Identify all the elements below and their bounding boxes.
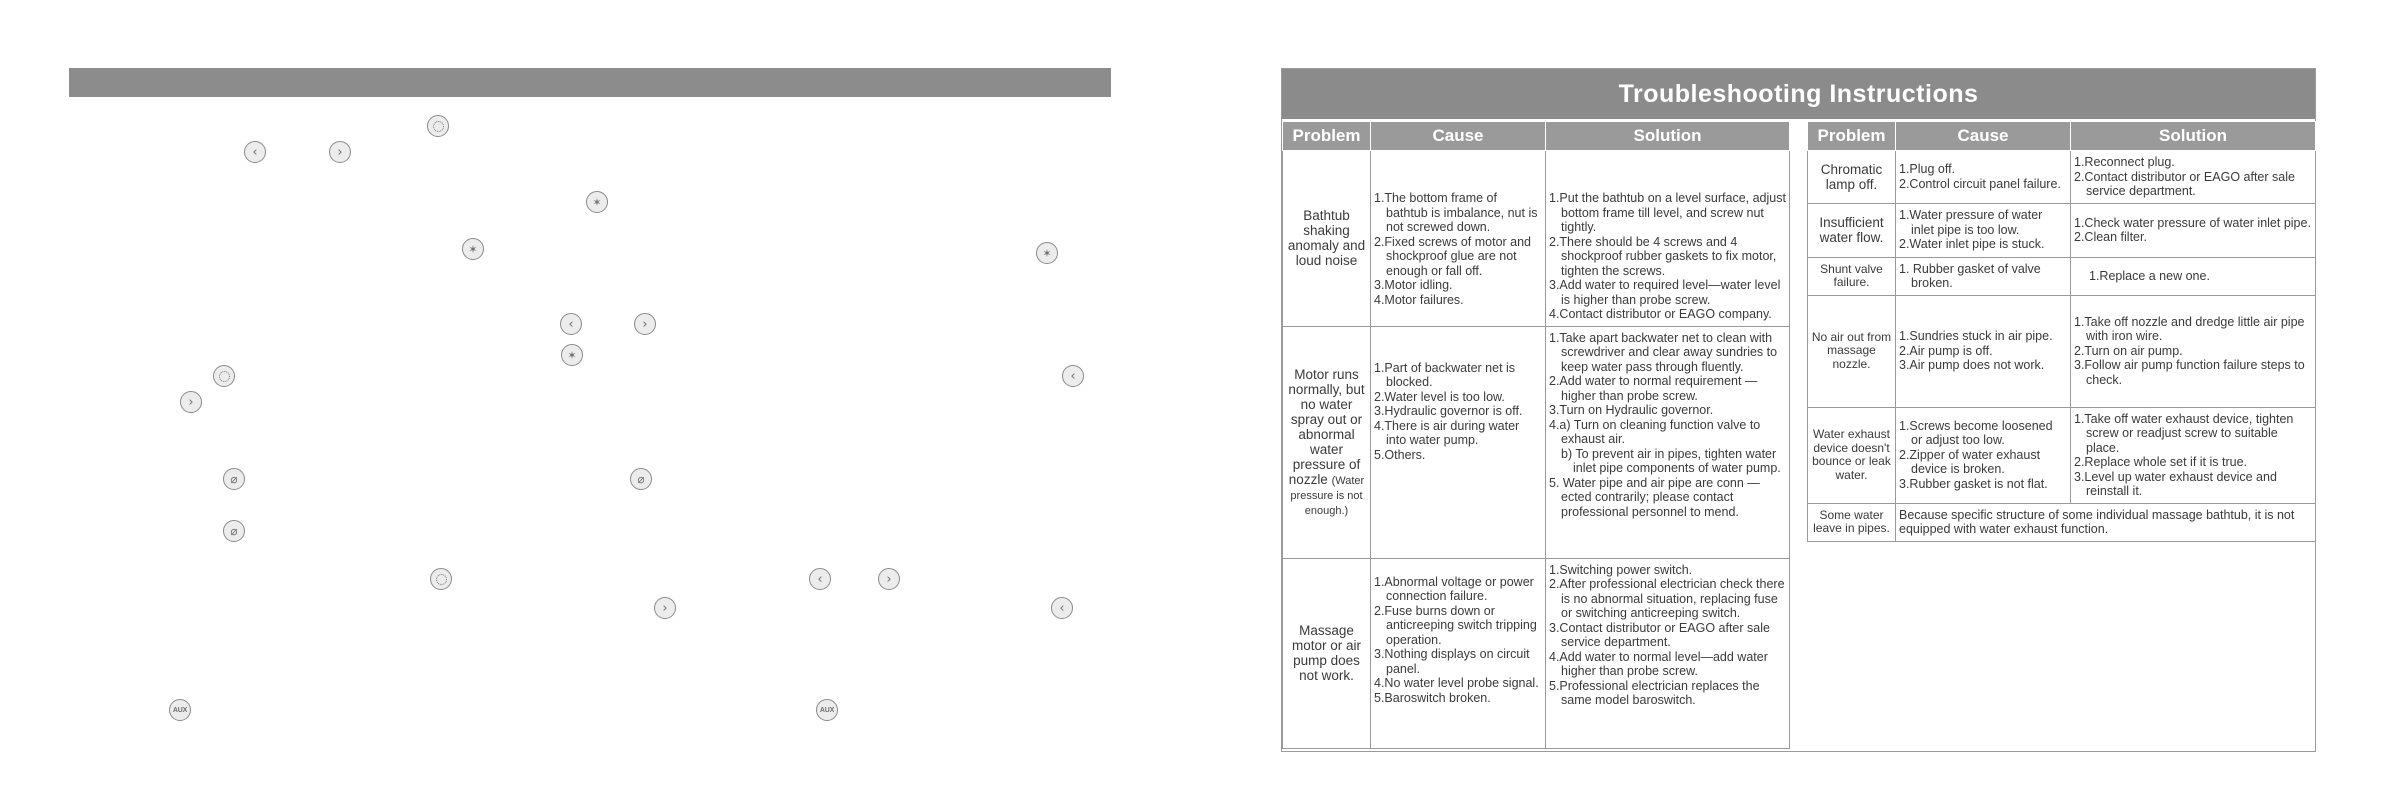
speed-icon — [213, 365, 235, 387]
chevron-right-icon: › — [180, 391, 202, 413]
table-row — [1808, 257, 2316, 295]
table-row — [1283, 151, 1790, 327]
solution-cell: 1.Take apart backwater net to clean with screwdriver and clear away sundries to keep water pass through fluently. 2.Add water to normal requirement —higher than probe screw. 3.Turn on Hydraulic governor. 4.a) Turn on cleaning function valve to exhaust air. b) To prevent air in pipes, tighten water inlet pipe components of water pump. 5. Water pipe and air pipe are conn —ected contrarily; please contact professional personnel to mend. — [1546, 326, 1790, 558]
aux-icon: AUX — [816, 699, 838, 721]
chevron-left-icon: ‹ — [1062, 365, 1084, 387]
table-header-row — [1808, 122, 2316, 151]
table-row — [1283, 326, 1790, 558]
pump-icon: ⌀ — [630, 468, 652, 490]
cause-header: Cause — [1371, 122, 1546, 151]
solution-cell: 1.Reconnect plug. 2.Contact distributor or EAGO after sale service department. — [2071, 151, 2316, 204]
bluetooth-icon: ✶ — [561, 344, 583, 366]
cause-cell: 1.The bottom frame of bathtub is imbalance, nut is not screwed down. 2.Fixed screws of motor and shockproof glue are not enough or fall off. 3.Motor idling. 4.Motor failures. — [1371, 151, 1546, 327]
solution-cell: 1.Replace a new one. — [2071, 257, 2316, 295]
solution-cell: 1.Put the bathtub on a level surface, adjust bottom frame till level, and screw nut tightly. 2.There should be 4 screws and 4 shockproof rubber gaskets to fix motor, tighten the screws. 3.Add water to required level—water level is higher than probe screw. 4.Contact distributor or EAGO company. — [1546, 151, 1790, 327]
chevron-right-icon: › — [654, 597, 676, 619]
solution-header: Solution — [2071, 122, 2316, 151]
speed-icon — [427, 115, 449, 137]
speed-icon — [430, 568, 452, 590]
troubleshooting-panel — [1281, 68, 2316, 752]
chevron-right-icon: › — [329, 141, 351, 163]
solution-cell: 1.Switching power switch. 2.After professional electrician check there is no abnormal situation, replacing fuse or switching anticreeping switch. 3.Contact distributor or EAGO after sale service department. 4.Add water to normal level—add water higher than probe screw. 5.Professional electrician replaces the same model baroswitch. — [1546, 558, 1790, 748]
problem-cell: No air out from massage nozzle. — [1808, 295, 1896, 407]
chevron-right-icon: › — [878, 568, 900, 590]
pump-icon: ⌀ — [223, 468, 245, 490]
table-row — [1283, 558, 1790, 748]
pump-icon: ⌀ — [223, 520, 245, 542]
problem-cell: Insufficient water flow. — [1808, 203, 1896, 257]
chevron-left-icon: ‹ — [809, 568, 831, 590]
troubleshooting-table-left — [1282, 121, 1790, 749]
problem-header: Problem — [1808, 122, 1896, 151]
aux-icon: AUX — [169, 699, 191, 721]
solution-cell: 1.Take off nozzle and dredge little air pipe with iron wire. 2.Turn on air pump. 3.Follow air pump function failure steps to check. — [2071, 295, 2316, 407]
cause-cell: 1.Sundries stuck in air pipe. 2.Air pump is off. 3.Air pump does not work. — [1896, 295, 2071, 407]
table-row — [1808, 295, 2316, 407]
cause-cell: 1.Part of backwater net is blocked. 2.Water level is too low. 3.Hydraulic governor is off. 4.There is air during water into water pump. 5.Others. — [1371, 326, 1546, 558]
table-row — [1808, 203, 2316, 257]
problem-cell: Shunt valve failure. — [1808, 257, 1896, 295]
cause-cell: 1.Water pressure of water inlet pipe is too low. 2.Water inlet pipe is stuck. — [1896, 203, 2071, 257]
table-header-row — [1283, 122, 1790, 151]
problem-cell: Motor runs normally, but no water spray out or abnormal water pressure of nozzle (Water pressure is not enough.) — [1283, 326, 1371, 558]
troubleshooting-table-right — [1807, 121, 2316, 542]
chevron-right-icon: › — [634, 313, 656, 335]
cause-cell: 1.Plug off. 2.Control circuit panel failure. — [1896, 151, 2071, 204]
solution-cell: 1.Check water pressure of water inlet pipe. 2.Clean filter. — [2071, 203, 2316, 257]
bluetooth-icon: ✶ — [462, 238, 484, 260]
problem-cell: Water exhaust device doesn't bounce or leak water. — [1808, 407, 1896, 503]
page-title: Troubleshooting Instructions — [1282, 69, 2315, 119]
table-row — [1808, 503, 2316, 541]
problem-cell: Chromatic lamp off. — [1808, 151, 1896, 204]
cause-header: Cause — [1896, 122, 2071, 151]
problem-cell: Some water leave in pipes. — [1808, 503, 1896, 541]
problem-cell: Bathtub shaking anomaly and loud noise — [1283, 151, 1371, 327]
cause-cell: 1.Abnormal voltage or power connection failure. 2.Fuse burns down or anticreeping switch tripping operation. 3.Nothing displays on circuit panel. 4.No water level probe signal. 5.Baroswitch broken. — [1371, 558, 1546, 748]
chevron-left-icon: ‹ — [560, 313, 582, 335]
table-row — [1808, 407, 2316, 503]
merged-cause-solution-cell: Because specific structure of some individual massage bathtub, it is not equipped with water exhaust function. — [1896, 503, 2316, 541]
table-row — [1808, 151, 2316, 204]
solution-cell: 1.Take off water exhaust device, tighten screw or readjust screw to suitable place. 2.Replace whole set if it is true. 3.Level up water exhaust device and reinstall it. — [2071, 407, 2316, 503]
chevron-left-icon: ‹ — [244, 141, 266, 163]
cause-cell: 1.Screws become loosened or adjust too low. 2.Zipper of water exhaust device is broken. 3.Rubber gasket is not flat. — [1896, 407, 2071, 503]
bluetooth-icon: ✶ — [586, 191, 608, 213]
problem-header: Problem — [1283, 122, 1371, 151]
problem-cell: Massage motor or air pump does not work. — [1283, 558, 1371, 748]
cause-cell: 1. Rubber gasket of valve broken. — [1896, 257, 2071, 295]
bluetooth-icon: ✶ — [1036, 242, 1058, 264]
chevron-left-icon: ‹ — [1051, 597, 1073, 619]
solution-header: Solution — [1546, 122, 1790, 151]
left-page-header-bar — [69, 68, 1111, 97]
